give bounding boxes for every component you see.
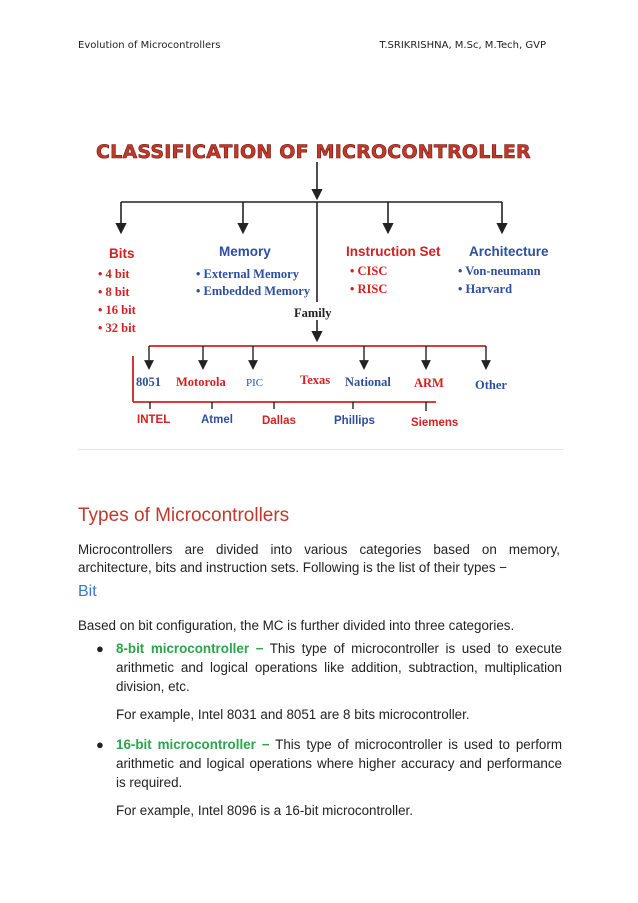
bullet-description: This type of microcontroller is used to perform arithmetic and logical operations where higher accuracy and performance is required.	[116, 737, 562, 790]
family-top-row	[136, 373, 507, 392]
bullet-term: 8-bit microcontroller −	[116, 641, 264, 656]
subsection-heading: Bit	[78, 583, 97, 600]
bits-item: 8 bit	[105, 285, 130, 299]
bullet-dot: ●	[96, 641, 104, 656]
family-dallas: Dallas	[262, 415, 296, 427]
bits-item: 32 bit	[105, 321, 136, 335]
family-atmel: Atmel	[201, 414, 233, 426]
heading-architecture: Architecture	[469, 244, 549, 259]
bullet-term: 16-bit microcontroller −	[116, 737, 270, 752]
svg-text:• 16 bit: • 16 bit	[98, 303, 136, 317]
svg-text:• RISC: • RISC	[350, 282, 388, 296]
bullet-text	[116, 639, 562, 696]
bullet-dot: ●	[96, 737, 104, 752]
bullet-description: This type of microcontroller is used to execute arithmetic and logical operations like addition, subtraction, multiplication division, etc.	[116, 641, 562, 694]
header-right: T.SRIKRISHNA, M.Sc, M.Tech, GVP	[379, 40, 546, 51]
instruction-item: CISC	[357, 264, 388, 278]
family-siemens: Siemens	[411, 417, 459, 429]
bullet-example: For example, Intel 8031 and 8051 are 8 bits microcontroller.	[116, 707, 470, 722]
memory-item: External Memory	[203, 267, 299, 281]
family-intel: INTEL	[137, 414, 171, 426]
intro-paragraph: Microcontrollers are divided into various categories based on memory, architecture, bits and instruction sets. Following is the list of their types −	[78, 542, 560, 575]
family-8051: 8051	[136, 375, 161, 389]
memory-list	[196, 267, 311, 298]
svg-text:• Von-neumann: • Von-neumann	[458, 264, 541, 278]
svg-text:• External Memory: • External Memory	[196, 267, 299, 281]
svg-text:• 8 bit: • 8 bit	[98, 285, 130, 299]
diagram-title: CLASSIFICATION OF MICROCONTROLLER	[96, 141, 531, 163]
bits-list	[98, 267, 137, 335]
svg-text:• 32 bit: • 32 bit	[98, 321, 136, 335]
header-left: Evolution of Microcontrollers	[78, 40, 221, 51]
bullet-text	[116, 735, 562, 792]
svg-text:• Embedded Memory: • Embedded Memory	[196, 284, 311, 298]
family-pic: PIC	[246, 377, 264, 389]
classification-diagram-svg	[88, 118, 566, 450]
architecture-item: Harvard	[465, 282, 513, 296]
bits-item: 16 bit	[105, 303, 136, 317]
bits-item: 4 bit	[105, 267, 130, 281]
family-motorola: Motorola	[176, 375, 226, 389]
bullet-8bit	[96, 639, 562, 696]
family-other: Other	[475, 378, 507, 392]
heading-instruction-set: Instruction Set	[346, 244, 441, 259]
svg-text:• Harvard: • Harvard	[458, 282, 513, 296]
heading-memory: Memory	[219, 244, 271, 259]
architecture-list	[458, 264, 541, 296]
family-bottom-row	[137, 414, 458, 429]
section-heading: Types of Microcontrollers	[78, 505, 290, 526]
family-arrows	[149, 346, 486, 368]
svg-text:• CISC: • CISC	[350, 264, 388, 278]
architecture-item: Von-neumann	[465, 264, 541, 278]
divider	[78, 449, 564, 450]
memory-item: Embedded Memory	[203, 284, 311, 298]
family-arm: ARM	[414, 376, 444, 390]
instruction-item: RISC	[357, 282, 388, 296]
instruction-list	[350, 264, 387, 296]
svg-text:• 4 bit: • 4 bit	[98, 267, 130, 281]
bullet-16bit	[96, 735, 562, 792]
family-phillips: Phillips	[334, 415, 375, 427]
heading-bits: Bits	[109, 246, 135, 261]
family-texas: Texas	[300, 373, 331, 387]
family-bottom-ticks	[150, 402, 426, 411]
family-national: National	[345, 375, 391, 389]
bit-intro-paragraph: Based on bit configuration, the MC is further divided into three categories.	[78, 618, 515, 633]
bullet-example: For example, Intel 8096 is a 16-bit microcontroller.	[116, 803, 413, 818]
family-label: Family	[294, 306, 332, 320]
classification-diagram	[88, 118, 566, 450]
